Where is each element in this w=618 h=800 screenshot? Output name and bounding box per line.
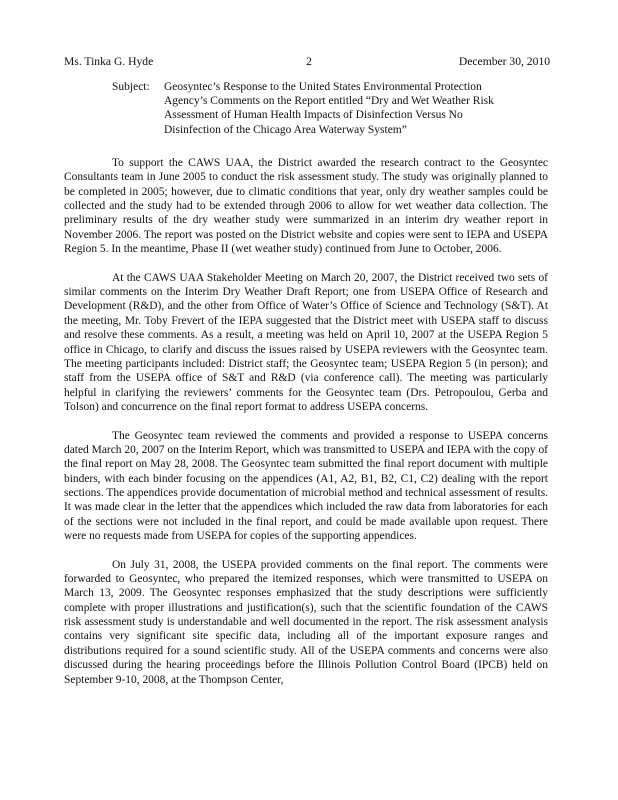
subject-text: Geosyntec’s Response to the United States Environmental Protection Agency’s Comments on the Report entitled “Dry and Wet Weather Risk Assessment of Human Health Impacts of Disinfection Versus No Disinfection of the Chicago Area Waterway System” <box>164 81 494 136</box>
body-paragraph-2: At the CAWS UAA Stakeholder Meeting on March 20, 2007, the District received two sets of similar comments on the Interim Dry Weather Draft Report; one from USEPA Office of Research and Development (R&D), and the other from Office of Water’s Office of Science and Technology (S&T). At the meeting, Mr. Toby Frevert of the IEPA suggested that the District meet with USEPA staff to discuss and resolve these comments. As a result, a meeting was held on April 10, 2007 at the USEPA Region 5 office in Chicago, to clarify and discuss the issues raised by USEPA reviewers with the Geosyntec team. The meeting participants included: District staff; the Geosyntec team; USEPA Region 5 (in person); and staff from the USEPA office of S&T and R&D (via conference call). The meeting was particularly helpful in clarifying the reviewers’ comments for the Geosyntec team (Drs. Petropoulou, Gerba and Tolson) and concurrence on the final report format to address USEPA concerns. <box>64 271 548 413</box>
letter-body <box>64 156 548 701</box>
subject-label: Subject: <box>112 81 150 93</box>
subject-block <box>112 80 552 137</box>
page-number: 2 <box>306 55 312 68</box>
page-header <box>0 54 618 70</box>
body-paragraph-4: On July 31, 2008, the USEPA provided comments on the final report. The comments were forwarded to Geosyntec, who prepared the itemized responses, which were transmitted to USEPA on March 13, 2009. The Geosyntec responses emphasized that the study descriptions were sufficiently complete with proper illustrations and justification(s), such that the scientific foundation of the CAWS risk assessment study is understandable and well documented in the report. The risk assessment analysis contains very significant site specific data, including all of the important exposure ranges and distributions required for a sound scientific study. All of the USEPA comments and concerns were also discussed during the hearing proceedings before the Illinois Pollution Control Board (IPCB) held on September 9-10, 2008, at the Thompson Center, <box>64 558 548 686</box>
letter-date: December 30, 2010 <box>458 55 550 68</box>
body-paragraph-1: To support the CAWS UAA, the District awarded the research contract to the Geosyntec Consultants team in June 2005 to conduct the risk assessment study. The study was originally planned to be completed in 2005; however, due to climatic conditions that year, only dry weather samples could be collected and the study had to be extended through 2006 to allow for wet weather data collection. The preliminary results of the dry weather study were summarized in an interim dry weather report in November 2006. The report was posted on the District website and copies were sent to IEPA and USEPA Region 5. In the meantime, Phase II (wet weather study) continued from June to October, 2006. <box>64 157 548 256</box>
recipient-name: Ms. Tinka G. Hyde <box>64 55 154 68</box>
body-paragraph-3: The Geosyntec team reviewed the comments and provided a response to USEPA concerns dated March 20, 2007 on the Interim Report, which was transmitted to USEPA and IEPA with the copy of the final report on May 28, 2008. The Geosyntec team submitted the final report document with multiple binders, with each binder focusing on the appendices (A1, A2, B1, B2, C1, C2) dealing with the report sections. The appendices provide documentation of microbial method and technical assessment of results. It was made clear in the letter that the appendices which included the raw data from laboratories for each of the sections were not included in the final report, and could be made available upon request. There were no requests made from USEPA for copies of the supporting appendices. <box>64 429 548 543</box>
